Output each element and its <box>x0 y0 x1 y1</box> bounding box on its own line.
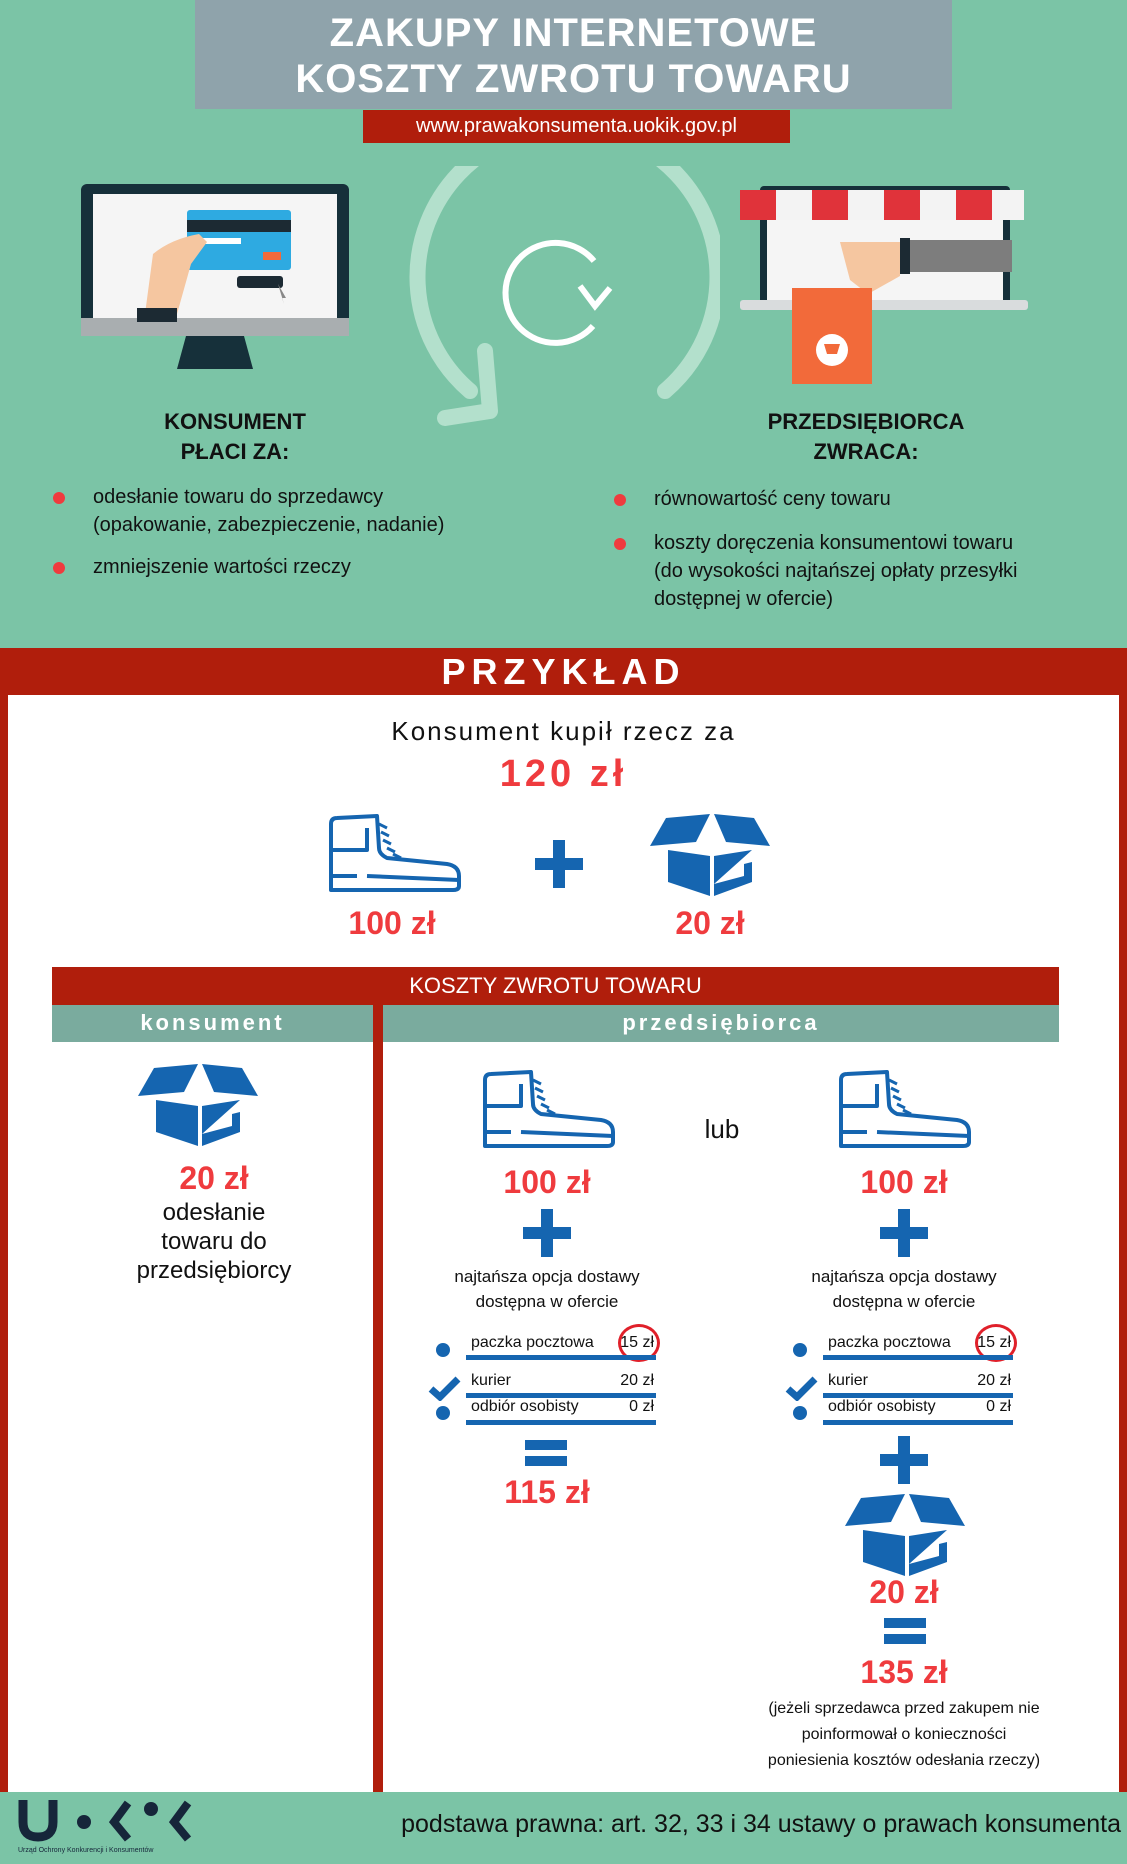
title-line-1: ZAKUPY INTERNETOWE <box>329 11 818 55</box>
shipping-options-b <box>789 1325 1019 1445</box>
business-item-2 <box>654 529 1018 613</box>
text-line: (jeżeli sprzedawca przed zakupem nie <box>768 1700 1040 1717</box>
result-a: 115 zł <box>504 1474 590 1510</box>
option-price: 20 zł <box>620 1372 654 1389</box>
legal-basis: podstawa prawna: art. 32, 33 i 34 ustawy o prawach konsumenta <box>401 1810 1121 1838</box>
bullet-icon <box>793 1406 807 1420</box>
plus-icon-vertical <box>898 1436 910 1484</box>
text-line: towaru do <box>161 1228 267 1255</box>
option-price: 15 zł <box>620 1334 654 1351</box>
option-underline <box>823 1355 1013 1360</box>
boot-icon <box>327 814 463 894</box>
bullet-icon <box>53 492 65 504</box>
text-line: odesłanie towaru do sprzedawcy <box>93 486 384 508</box>
option-price: 0 zł <box>629 1398 654 1415</box>
option-underline <box>466 1355 656 1360</box>
bullet-icon <box>614 494 626 506</box>
return-cycle-icon <box>400 166 720 436</box>
website-link[interactable]: www.prawakonsumenta.uokik.gov.pl <box>363 110 790 143</box>
plus-icon-vertical <box>541 1209 553 1257</box>
bullet-icon <box>793 1343 807 1357</box>
equals-icon <box>884 1618 926 1628</box>
text-line: poniesienia kosztów odesłania rzeczy) <box>767 1752 1041 1769</box>
business-heading-line2: ZWRACA: <box>813 439 919 464</box>
uokik-logo <box>18 1797 198 1845</box>
bullet-icon <box>436 1343 450 1357</box>
item-price-a: 100 zł <box>503 1164 591 1200</box>
online-shop-icon <box>740 184 1030 389</box>
or-text: lub <box>704 1114 740 1144</box>
consumer-item-2: zmniejszenie wartości rzeczy <box>93 556 351 578</box>
result-b-note <box>714 1696 1094 1774</box>
bullet-icon <box>53 562 65 574</box>
bullet-icon <box>436 1406 450 1420</box>
cheapest-option-label-b <box>764 1264 1044 1314</box>
checkmark-icon <box>785 1375 819 1401</box>
option-price: 15 zł <box>977 1334 1011 1351</box>
option-underline <box>823 1420 1013 1425</box>
item-price-b: 100 zł <box>860 1164 948 1200</box>
consumer-heading-line2: PŁACI ZA: <box>180 439 290 464</box>
option-price: 20 zł <box>977 1372 1011 1389</box>
consumer-item-1 <box>93 483 444 539</box>
title-line-2: KOSZTY ZWROTU TOWARU <box>295 57 852 101</box>
equals-icon-bar <box>884 1634 926 1644</box>
option-name: odbiór osobisty <box>471 1398 579 1415</box>
equals-icon-bar <box>525 1456 567 1466</box>
text-line: (opakowanie, zabezpieczenie, nadanie) <box>93 514 445 536</box>
business-heading <box>706 407 1026 467</box>
column-header-consumer: konsument <box>52 1005 373 1042</box>
option-name: paczka pocztowa <box>471 1334 594 1351</box>
plus-icon-vertical <box>898 1209 910 1257</box>
option-name: paczka pocztowa <box>828 1334 951 1351</box>
business-heading-line1: PRZEDSIĘBIORCA <box>767 409 965 434</box>
consumer-heading <box>75 407 395 467</box>
text-line: przedsiębiorcy <box>136 1257 292 1284</box>
consumer-heading-line1: KONSUMENT <box>164 409 306 434</box>
text-line: najtańsza opcja dostawy <box>454 1267 640 1286</box>
package-box-icon <box>843 1492 967 1576</box>
text-line: poinformował o konieczności <box>801 1726 1007 1743</box>
equals-icon <box>525 1440 567 1450</box>
shipping-options-a <box>432 1325 662 1445</box>
example-title: PRZYKŁAD <box>441 651 686 692</box>
page-title <box>195 10 952 102</box>
return-shipping-cost: 20 zł <box>869 1574 939 1610</box>
text-line: najtańsza opcja dostawy <box>811 1267 997 1286</box>
total-price: 120 zł <box>499 753 628 795</box>
text-line: koszty doręczenia konsumentowi towaru <box>654 532 1014 554</box>
cheapest-option-label-a <box>407 1264 687 1314</box>
business-item-1: równowartość ceny towaru <box>654 488 891 510</box>
computer-payment-icon <box>81 184 351 374</box>
item-price: 100 zł <box>348 905 436 941</box>
option-underline <box>466 1420 656 1425</box>
package-box-icon <box>648 812 772 896</box>
boot-icon <box>481 1070 617 1154</box>
text-line: odesłanie <box>162 1199 266 1226</box>
column-divider <box>373 1005 383 1792</box>
checkmark-icon <box>428 1375 462 1401</box>
plus-icon-vertical <box>553 840 565 888</box>
option-price: 0 zł <box>986 1398 1011 1415</box>
column-header-business: przedsiębiorca <box>383 1005 1059 1042</box>
consumer-cost: 20 zł <box>179 1160 249 1196</box>
logo-caption: Urząd Ochrony Konkurencji i Konsumentów <box>18 1847 154 1854</box>
boot-icon <box>837 1070 973 1154</box>
option-name: kurier <box>828 1372 869 1389</box>
shipping-price: 20 zł <box>675 905 745 941</box>
text-line: dostępnej w ofercie) <box>654 588 833 610</box>
option-name: kurier <box>471 1372 512 1389</box>
return-costs-header: KOSZTY ZWROTU TOWARU <box>52 967 1059 1005</box>
text-line: dostępna w ofercie <box>832 1292 976 1311</box>
bullet-icon <box>614 538 626 550</box>
result-b: 135 zł <box>860 1654 948 1690</box>
bought-for-text: Konsument kupił rzecz za <box>391 716 736 746</box>
consumer-cost-description <box>94 1198 334 1285</box>
package-box-icon <box>136 1062 260 1146</box>
option-name: odbiór osobisty <box>828 1398 936 1415</box>
text-line: (do wysokości najtańszej opłaty przesyłki <box>654 560 1018 582</box>
text-line: dostępna w ofercie <box>475 1292 619 1311</box>
